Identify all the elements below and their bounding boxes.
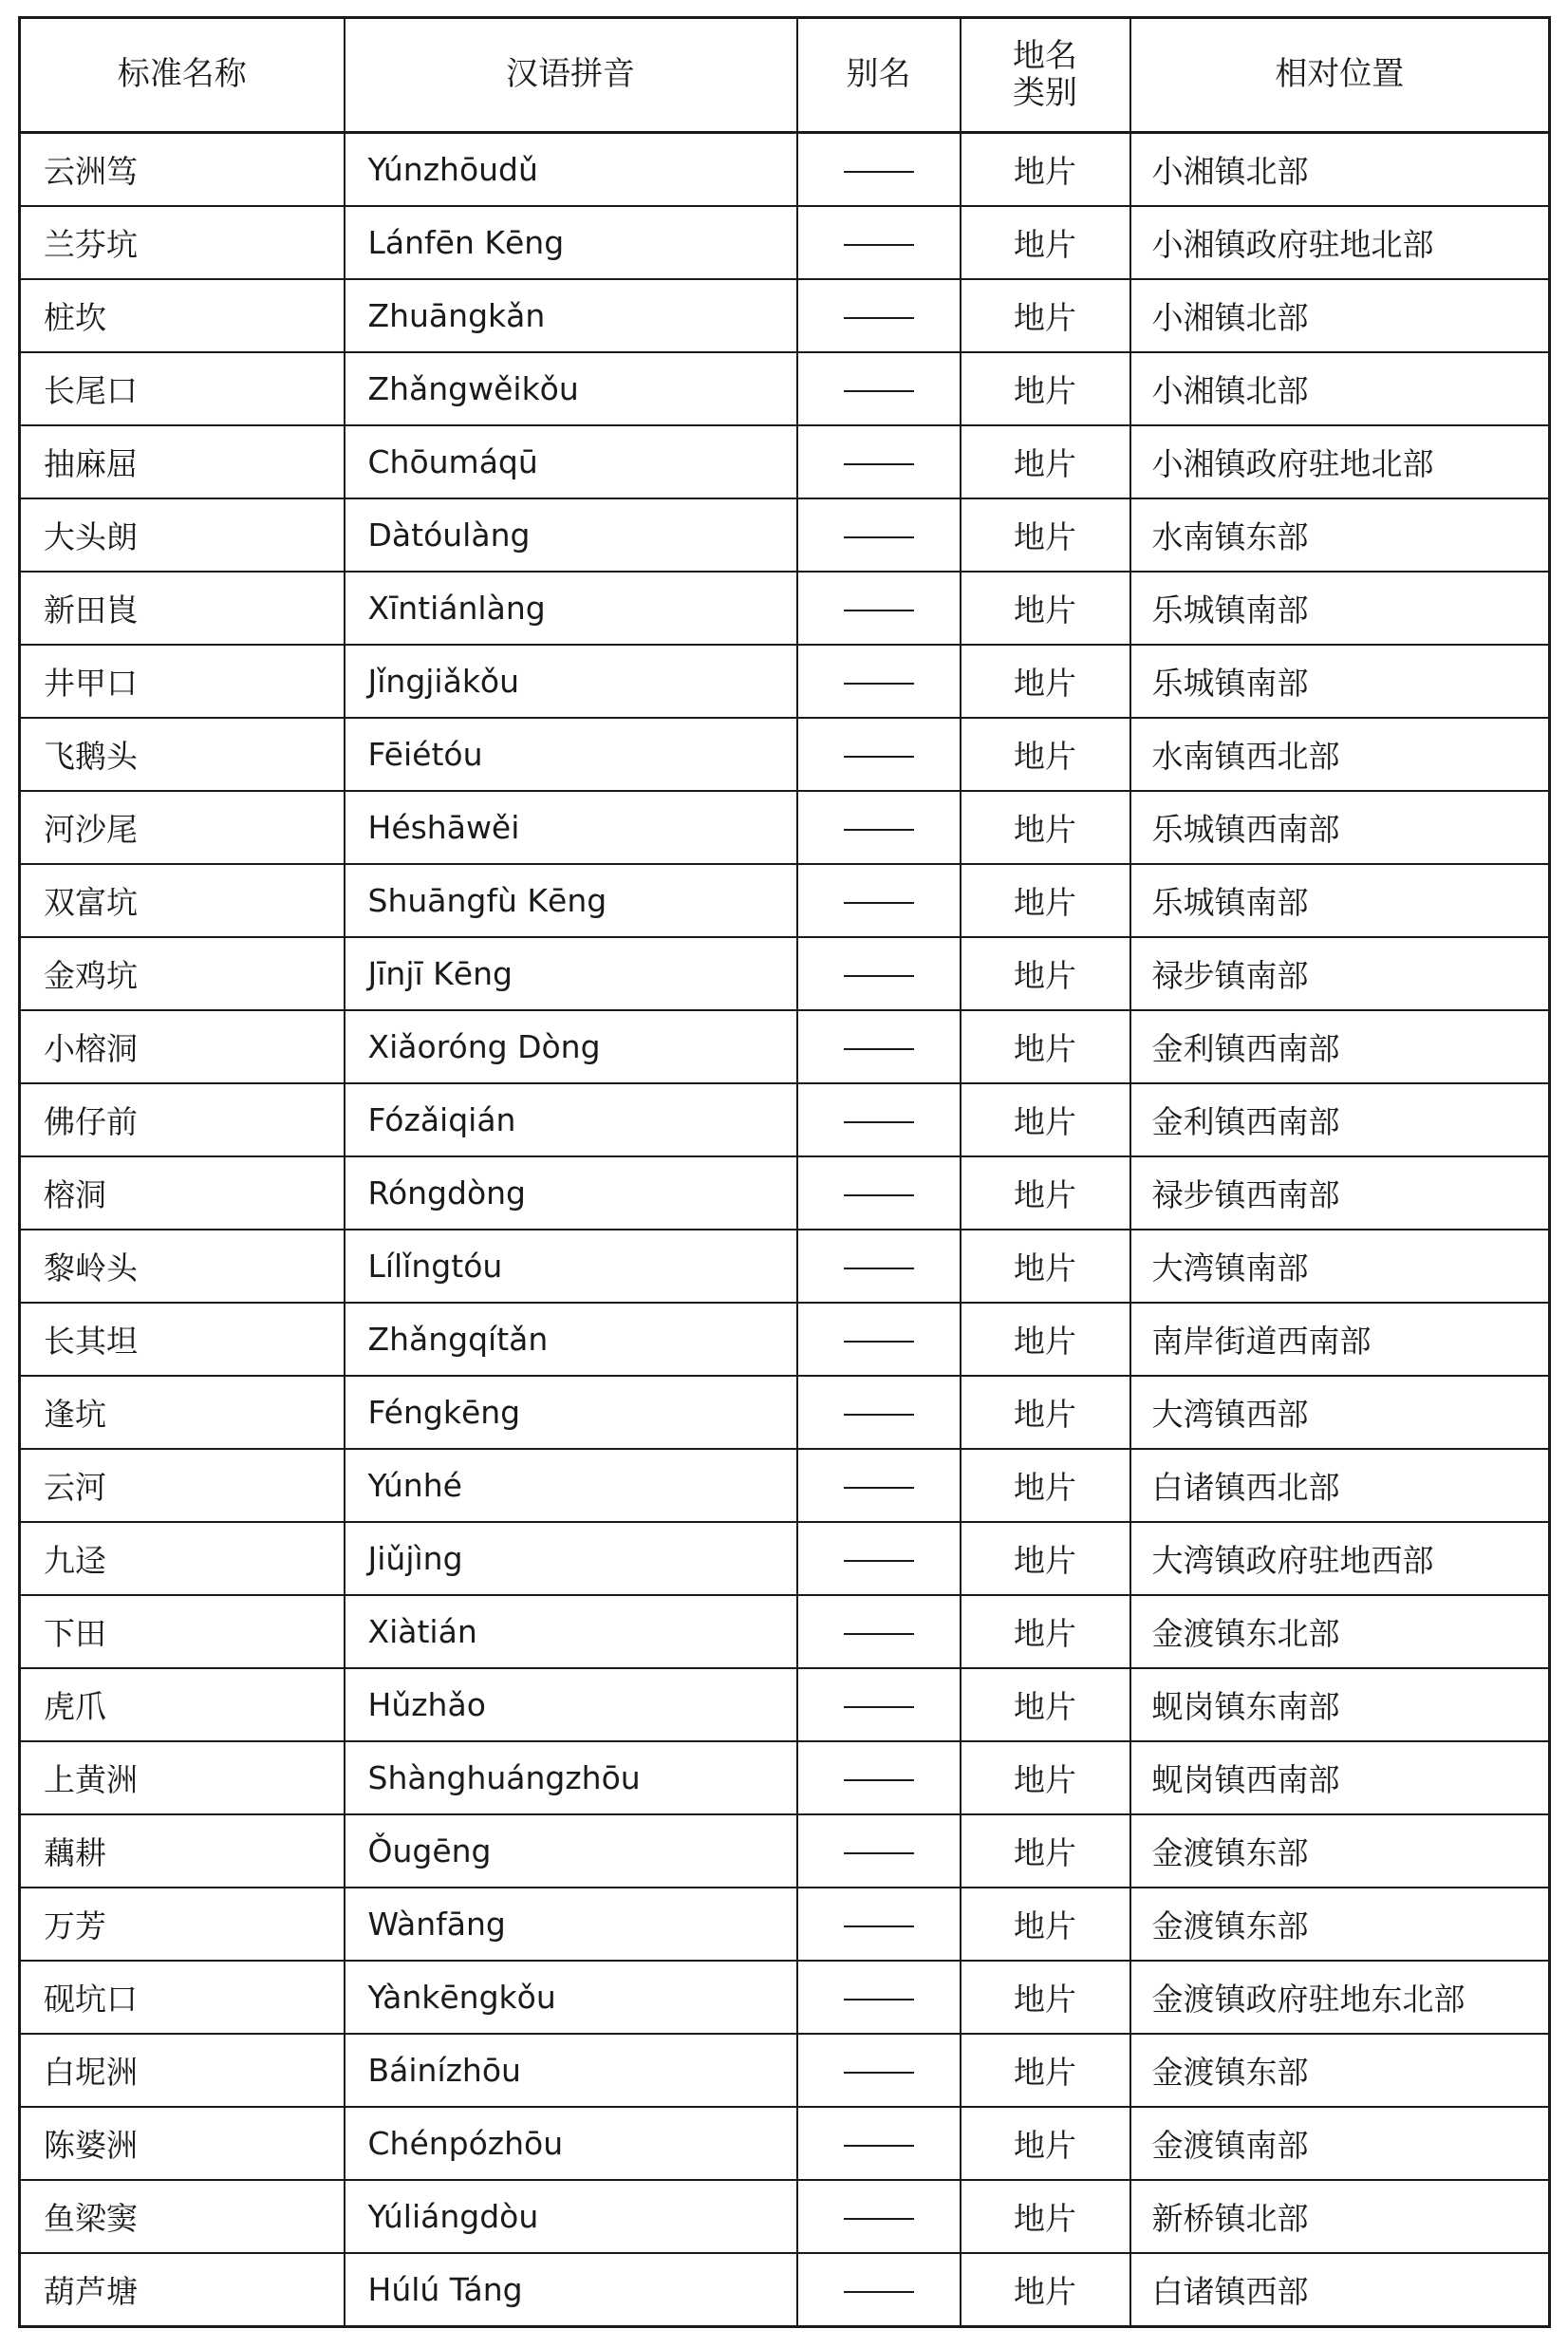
pinyin-cell: Zhǎngwěikǒu — [345, 352, 797, 425]
pinyin-cell: Zhǎngqítǎn — [345, 1303, 797, 1376]
standard-name-cell: 兰芬坑 — [20, 206, 345, 279]
pinyin-cell: Yúnhé — [345, 1449, 797, 1522]
alias-cell — [797, 2253, 961, 2327]
pinyin-cell: Róngdòng — [345, 1156, 797, 1230]
pinyin-cell: Jiǔjìng — [345, 1522, 797, 1595]
alias-text — [914, 224, 915, 225]
alias-dash — [844, 1633, 914, 1635]
category-cell: 地片 — [961, 1888, 1130, 1961]
relative-position-cell: 金渡镇南部 — [1130, 2107, 1550, 2180]
relative-position-cell: 白诸镇西北部 — [1130, 1449, 1550, 1522]
pinyin-cell: Xiǎoróng Dòng — [345, 1010, 797, 1083]
category-cell: 地片 — [961, 133, 1130, 207]
category-cell: 地片 — [961, 1303, 1130, 1376]
category-cell: 地片 — [961, 2253, 1130, 2327]
table-row — [20, 279, 1550, 352]
alias-text — [914, 1248, 915, 1249]
standard-name-cell: 黎岭头 — [20, 1230, 345, 1303]
alias-dash — [844, 2291, 914, 2293]
alias-dash — [844, 1048, 914, 1050]
pinyin-cell: Yúnzhōudǔ — [345, 133, 797, 207]
standard-name-cell: 河沙尾 — [20, 791, 345, 864]
standard-name-cell: 金鸡坑 — [20, 937, 345, 1010]
alias-text — [914, 2125, 915, 2126]
alias-dash — [844, 683, 914, 685]
category-cell: 地片 — [961, 498, 1130, 572]
alias-text — [914, 955, 915, 956]
category-cell: 地片 — [961, 1156, 1130, 1230]
alias-text — [914, 297, 915, 298]
relative-position-cell: 小湘镇政府驻地北部 — [1130, 425, 1550, 498]
alias-cell — [797, 1083, 961, 1156]
alias-text — [914, 1832, 915, 1833]
alias-dash — [844, 756, 914, 758]
pinyin-cell: Fēiétóu — [345, 718, 797, 791]
alias-cell — [797, 1303, 961, 1376]
table-row — [20, 206, 1550, 279]
alias-dash — [844, 1268, 914, 1269]
standard-name-cell: 白坭洲 — [20, 2034, 345, 2107]
alias-text — [914, 1540, 915, 1541]
standard-name-cell: 双富坑 — [20, 864, 345, 937]
alias-text — [914, 1174, 915, 1175]
alias-cell — [797, 1888, 961, 1961]
alias-text — [914, 1101, 915, 1102]
relative-position-cell: 小湘镇政府驻地北部 — [1130, 206, 1550, 279]
relative-position-cell: 乐城镇西南部 — [1130, 791, 1550, 864]
standard-name-cell: 大头朗 — [20, 498, 345, 572]
pinyin-cell: Húlú Táng — [345, 2253, 797, 2327]
alias-text — [914, 443, 915, 444]
alias-dash — [844, 463, 914, 465]
table-row — [20, 2107, 1550, 2180]
standard-name-cell: 砚坑口 — [20, 1961, 345, 2034]
pinyin-cell: Wànfāng — [345, 1888, 797, 1961]
alias-text — [914, 2052, 915, 2053]
table-row — [20, 1522, 1550, 1595]
alias-cell — [797, 206, 961, 279]
alias-dash — [844, 1341, 914, 1343]
category-cell: 地片 — [961, 2034, 1130, 2107]
alias-cell — [797, 1961, 961, 2034]
standard-name-cell: 飞鹅头 — [20, 718, 345, 791]
alias-dash — [844, 2218, 914, 2220]
alias-cell — [797, 1522, 961, 1595]
alias-cell — [797, 425, 961, 498]
pinyin-cell: Xīntiánlàng — [345, 572, 797, 645]
table-row — [20, 1888, 1550, 1961]
alias-cell — [797, 2034, 961, 2107]
header-row — [20, 18, 1550, 133]
alias-text — [914, 2271, 915, 2272]
standard-name-cell: 藕耕 — [20, 1814, 345, 1888]
alias-text — [914, 1613, 915, 1614]
category-cell: 地片 — [961, 279, 1130, 352]
table-row — [20, 718, 1550, 791]
pinyin-cell: Shànghuángzhōu — [345, 1741, 797, 1814]
relative-position-cell: 白诸镇西部 — [1130, 2253, 1550, 2327]
standard-name-cell: 长其坦 — [20, 1303, 345, 1376]
alias-dash — [844, 1414, 914, 1416]
standard-name-cell: 小榕洞 — [20, 1010, 345, 1083]
alias-dash — [844, 244, 914, 246]
category-cell: 地片 — [961, 1449, 1130, 1522]
alias-dash — [844, 975, 914, 977]
alias-cell — [797, 2180, 961, 2253]
category-cell: 地片 — [961, 2107, 1130, 2180]
category-cell: 地片 — [961, 1741, 1130, 1814]
pinyin-cell: Yànkēngkǒu — [345, 1961, 797, 2034]
category-cell: 地片 — [961, 1668, 1130, 1741]
standard-name-cell: 万芳 — [20, 1888, 345, 1961]
alias-cell — [797, 1376, 961, 1449]
standard-name-cell: 佛仔前 — [20, 1083, 345, 1156]
pinyin-cell: Zhuāngkǎn — [345, 279, 797, 352]
relative-position-cell: 蚬岗镇东南部 — [1130, 1668, 1550, 1741]
alias-cell — [797, 498, 961, 572]
relative-position-cell: 金利镇西南部 — [1130, 1083, 1550, 1156]
pinyin-cell: Dàtóulàng — [345, 498, 797, 572]
table-row — [20, 572, 1550, 645]
alias-text — [914, 151, 915, 152]
table-row — [20, 1230, 1550, 1303]
table-body — [20, 133, 1550, 2327]
category-cell: 地片 — [961, 1230, 1130, 1303]
alias-dash — [844, 390, 914, 392]
alias-cell — [797, 1449, 961, 1522]
category-cell: 地片 — [961, 1814, 1130, 1888]
alias-text — [914, 2198, 915, 2199]
standard-name-cell: 上黄洲 — [20, 1741, 345, 1814]
alias-cell — [797, 133, 961, 207]
header-standard-name: 标准名称 — [20, 18, 345, 133]
table-row — [20, 1303, 1550, 1376]
alias-cell — [797, 1814, 961, 1888]
standard-name-cell: 井甲口 — [20, 645, 345, 718]
alias-text — [914, 1979, 915, 1980]
table-row — [20, 937, 1550, 1010]
alias-cell — [797, 1741, 961, 1814]
pinyin-cell: Ǒugēng — [345, 1814, 797, 1888]
relative-position-cell: 小湘镇北部 — [1130, 279, 1550, 352]
alias-dash — [844, 1487, 914, 1489]
standard-name-cell: 抽麻屈 — [20, 425, 345, 498]
table-row — [20, 645, 1550, 718]
standard-name-cell: 九迳 — [20, 1522, 345, 1595]
pinyin-cell: Xiàtián — [345, 1595, 797, 1668]
pinyin-cell: Shuāngfù Kēng — [345, 864, 797, 937]
relative-position-cell: 小湘镇北部 — [1130, 133, 1550, 207]
relative-position-cell: 金渡镇东北部 — [1130, 1595, 1550, 1668]
alias-text — [914, 663, 915, 664]
alias-cell — [797, 864, 961, 937]
table-row — [20, 791, 1550, 864]
relative-position-cell: 金渡镇东部 — [1130, 1814, 1550, 1888]
alias-text — [914, 1759, 915, 1760]
alias-text — [914, 1906, 915, 1907]
table-row — [20, 1814, 1550, 1888]
alias-text — [914, 882, 915, 883]
alias-text — [914, 1686, 915, 1687]
category-cell: 地片 — [961, 1376, 1130, 1449]
place-name-table — [18, 16, 1551, 2328]
alias-dash — [844, 171, 914, 173]
table-row — [20, 1595, 1550, 1668]
alias-dash — [844, 1779, 914, 1781]
header-category-line2: 类别 — [1013, 74, 1077, 112]
standard-name-cell: 逢坑 — [20, 1376, 345, 1449]
category-cell: 地片 — [961, 1961, 1130, 2034]
table-row — [20, 133, 1550, 207]
category-cell: 地片 — [961, 206, 1130, 279]
pinyin-cell: Jīnjī Kēng — [345, 937, 797, 1010]
table-row — [20, 425, 1550, 498]
relative-position-cell: 金渡镇东部 — [1130, 2034, 1550, 2107]
alias-dash — [844, 610, 914, 611]
standard-name-cell: 云洲笃 — [20, 133, 345, 207]
relative-position-cell: 小湘镇北部 — [1130, 352, 1550, 425]
standard-name-cell: 葫芦塘 — [20, 2253, 345, 2327]
header-pinyin: 汉语拼音 — [345, 18, 797, 133]
standard-name-cell: 陈婆洲 — [20, 2107, 345, 2180]
standard-name-cell: 鱼梁窦 — [20, 2180, 345, 2253]
relative-position-cell: 金渡镇东部 — [1130, 1888, 1550, 1961]
relative-position-cell: 乐城镇南部 — [1130, 572, 1550, 645]
alias-cell — [797, 2107, 961, 2180]
relative-position-cell: 禄步镇西南部 — [1130, 1156, 1550, 1230]
pinyin-cell: Yúliángdòu — [345, 2180, 797, 2253]
alias-cell — [797, 1595, 961, 1668]
table-row — [20, 498, 1550, 572]
pinyin-cell: Báinízhōu — [345, 2034, 797, 2107]
pinyin-cell: Fózǎiqián — [345, 1083, 797, 1156]
pinyin-cell: Lílǐngtóu — [345, 1230, 797, 1303]
alias-text — [914, 1394, 915, 1395]
table-row — [20, 1083, 1550, 1156]
alias-dash — [844, 1925, 914, 1927]
category-cell: 地片 — [961, 791, 1130, 864]
pinyin-cell: Jǐngjiǎkǒu — [345, 645, 797, 718]
standard-name-cell: 下田 — [20, 1595, 345, 1668]
header-category — [961, 18, 1130, 133]
category-cell: 地片 — [961, 937, 1130, 1010]
alias-dash — [844, 1560, 914, 1562]
alias-dash — [844, 1706, 914, 1708]
relative-position-cell: 南岸街道西南部 — [1130, 1303, 1550, 1376]
relative-position-cell: 蚬岗镇西南部 — [1130, 1741, 1550, 1814]
alias-cell — [797, 279, 961, 352]
table-row — [20, 1010, 1550, 1083]
relative-position-cell: 金渡镇政府驻地东北部 — [1130, 1961, 1550, 2034]
alias-text — [914, 736, 915, 737]
category-cell: 地片 — [961, 718, 1130, 791]
table-row — [20, 2034, 1550, 2107]
relative-position-cell: 水南镇东部 — [1130, 498, 1550, 572]
alias-dash — [844, 2145, 914, 2147]
table-row — [20, 2180, 1550, 2253]
relative-position-cell: 金利镇西南部 — [1130, 1010, 1550, 1083]
header-category-line1: 地名 — [1013, 36, 1077, 75]
table-row — [20, 1741, 1550, 1814]
standard-name-cell: 云河 — [20, 1449, 345, 1522]
document-page — [18, 16, 1548, 2328]
standard-name-cell: 新田崀 — [20, 572, 345, 645]
table-row — [20, 352, 1550, 425]
pinyin-cell: Héshāwěi — [345, 791, 797, 864]
category-cell: 地片 — [961, 864, 1130, 937]
alias-cell — [797, 1010, 961, 1083]
alias-text — [914, 1321, 915, 1322]
header-alias: 别名 — [797, 18, 961, 133]
pinyin-cell: Chénpózhōu — [345, 2107, 797, 2180]
category-cell: 地片 — [961, 645, 1130, 718]
alias-dash — [844, 1121, 914, 1123]
alias-cell — [797, 1156, 961, 1230]
category-cell: 地片 — [961, 2180, 1130, 2253]
alias-dash — [844, 902, 914, 904]
header-relative-position: 相对位置 — [1130, 18, 1550, 133]
category-cell: 地片 — [961, 1010, 1130, 1083]
alias-text — [914, 1467, 915, 1468]
table-row — [20, 1156, 1550, 1230]
alias-cell — [797, 937, 961, 1010]
table-row — [20, 1961, 1550, 2034]
alias-dash — [844, 1194, 914, 1196]
alias-text — [914, 590, 915, 591]
table-row — [20, 1668, 1550, 1741]
relative-position-cell: 大湾镇西部 — [1130, 1376, 1550, 1449]
alias-dash — [844, 2072, 914, 2074]
standard-name-cell: 虎爪 — [20, 1668, 345, 1741]
relative-position-cell: 大湾镇政府驻地西部 — [1130, 1522, 1550, 1595]
alias-dash — [844, 317, 914, 319]
relative-position-cell: 乐城镇南部 — [1130, 645, 1550, 718]
alias-dash — [844, 1852, 914, 1854]
relative-position-cell: 乐城镇南部 — [1130, 864, 1550, 937]
table-header — [20, 18, 1550, 133]
pinyin-cell: Féngkēng — [345, 1376, 797, 1449]
table-row — [20, 864, 1550, 937]
alias-cell — [797, 718, 961, 791]
pinyin-cell: Chōumáqū — [345, 425, 797, 498]
category-cell: 地片 — [961, 1595, 1130, 1668]
alias-cell — [797, 572, 961, 645]
alias-cell — [797, 645, 961, 718]
alias-cell — [797, 352, 961, 425]
category-cell: 地片 — [961, 352, 1130, 425]
alias-cell — [797, 1230, 961, 1303]
alias-dash — [844, 1999, 914, 2000]
relative-position-cell: 禄步镇南部 — [1130, 937, 1550, 1010]
alias-text — [914, 1028, 915, 1029]
alias-dash — [844, 829, 914, 831]
standard-name-cell: 榕洞 — [20, 1156, 345, 1230]
relative-position-cell: 新桥镇北部 — [1130, 2180, 1550, 2253]
standard-name-cell: 长尾口 — [20, 352, 345, 425]
alias-text — [914, 809, 915, 810]
alias-text — [914, 370, 915, 371]
pinyin-cell: Lánfēn Kēng — [345, 206, 797, 279]
alias-cell — [797, 1668, 961, 1741]
category-cell: 地片 — [961, 572, 1130, 645]
category-cell: 地片 — [961, 1522, 1130, 1595]
table-row — [20, 1376, 1550, 1449]
relative-position-cell: 水南镇西北部 — [1130, 718, 1550, 791]
pinyin-cell: Hǔzhǎo — [345, 1668, 797, 1741]
category-cell: 地片 — [961, 1083, 1130, 1156]
relative-position-cell: 大湾镇南部 — [1130, 1230, 1550, 1303]
table-row — [20, 1449, 1550, 1522]
category-cell: 地片 — [961, 425, 1130, 498]
standard-name-cell: 桩坎 — [20, 279, 345, 352]
alias-cell — [797, 791, 961, 864]
alias-dash — [844, 536, 914, 538]
table-row — [20, 2253, 1550, 2327]
